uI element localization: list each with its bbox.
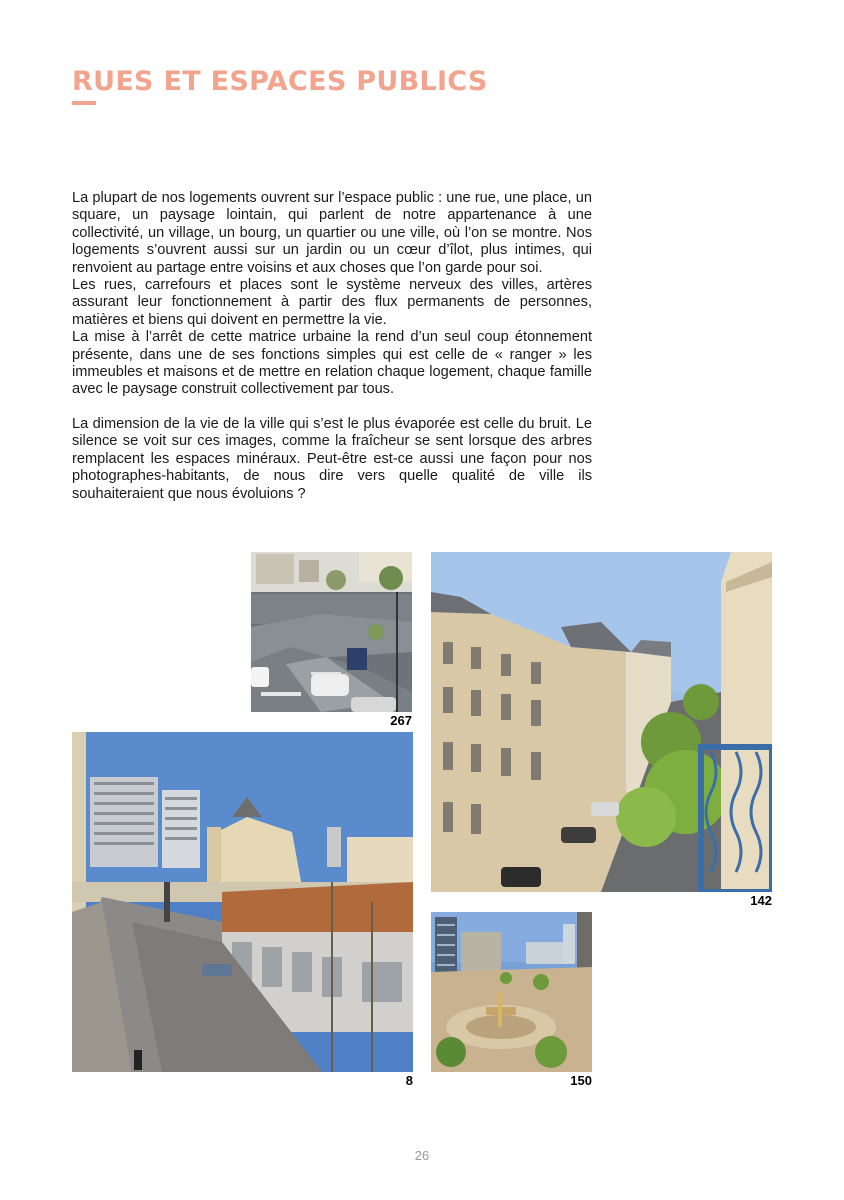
- photo-market-square: [72, 732, 413, 1072]
- photo-number: 8: [405, 1073, 413, 1088]
- page-title: RUES ET ESPACES PUBLICS: [72, 66, 488, 97]
- photo-number: 142: [750, 893, 772, 908]
- body-text: [72, 190, 592, 503]
- photo-crossroads: [251, 552, 412, 712]
- paragraph: La dimension de la vie de la ville qui s’est le plus évaporée est celle du bruit. Le silence se voit sur ces images, comme la fraîcheur se sent lorsque des arbres remplacent les espaces minéraux. Peut-être est-ce aussi une façon pour nos photographes-habitants, de nous dire vers quelle qualité de ville ils souhaiteraient que nous évoluions ?: [72, 415, 592, 502]
- photo-street-balcony: [431, 552, 772, 892]
- paragraph: La plupart de nos logements ouvrent sur l’espace public : une rue, une place, un square, un paysage lointain, qui parlent de notre appartenance à une collectivité, un village, un bourg, un quartier ou une ville, où l’on se montre. Nos logements s’ouvrent aussi sur un jardin ou un cœur d’îlot, plus intimes, qui renvoient au partage entre voisins et aux choses que l’on garde pour soi.: [72, 190, 592, 276]
- paragraph: La mise à l’arrêt de cette matrice urbaine la rend d’un seul coup étonnement présente, dans une de ses fonctions simples qui est celle de « ranger » les immeubles et maisons et de mettre en relation chaque logement, chaque famille avec le paysage construit collectivement par tous.: [72, 329, 592, 398]
- photo-number: 267: [390, 713, 412, 728]
- photo-number: 150: [570, 1073, 592, 1088]
- title-underline: [72, 101, 96, 105]
- page-number: 26: [414, 1148, 430, 1163]
- photo-fountain-square: [431, 912, 592, 1072]
- paragraph: Les rues, carrefours et places sont le système nerveux des villes, artères assurant leur fonctionnement à partir des flux permanents de personnes, matières et biens qui doivent en permettre la vie.: [72, 277, 592, 328]
